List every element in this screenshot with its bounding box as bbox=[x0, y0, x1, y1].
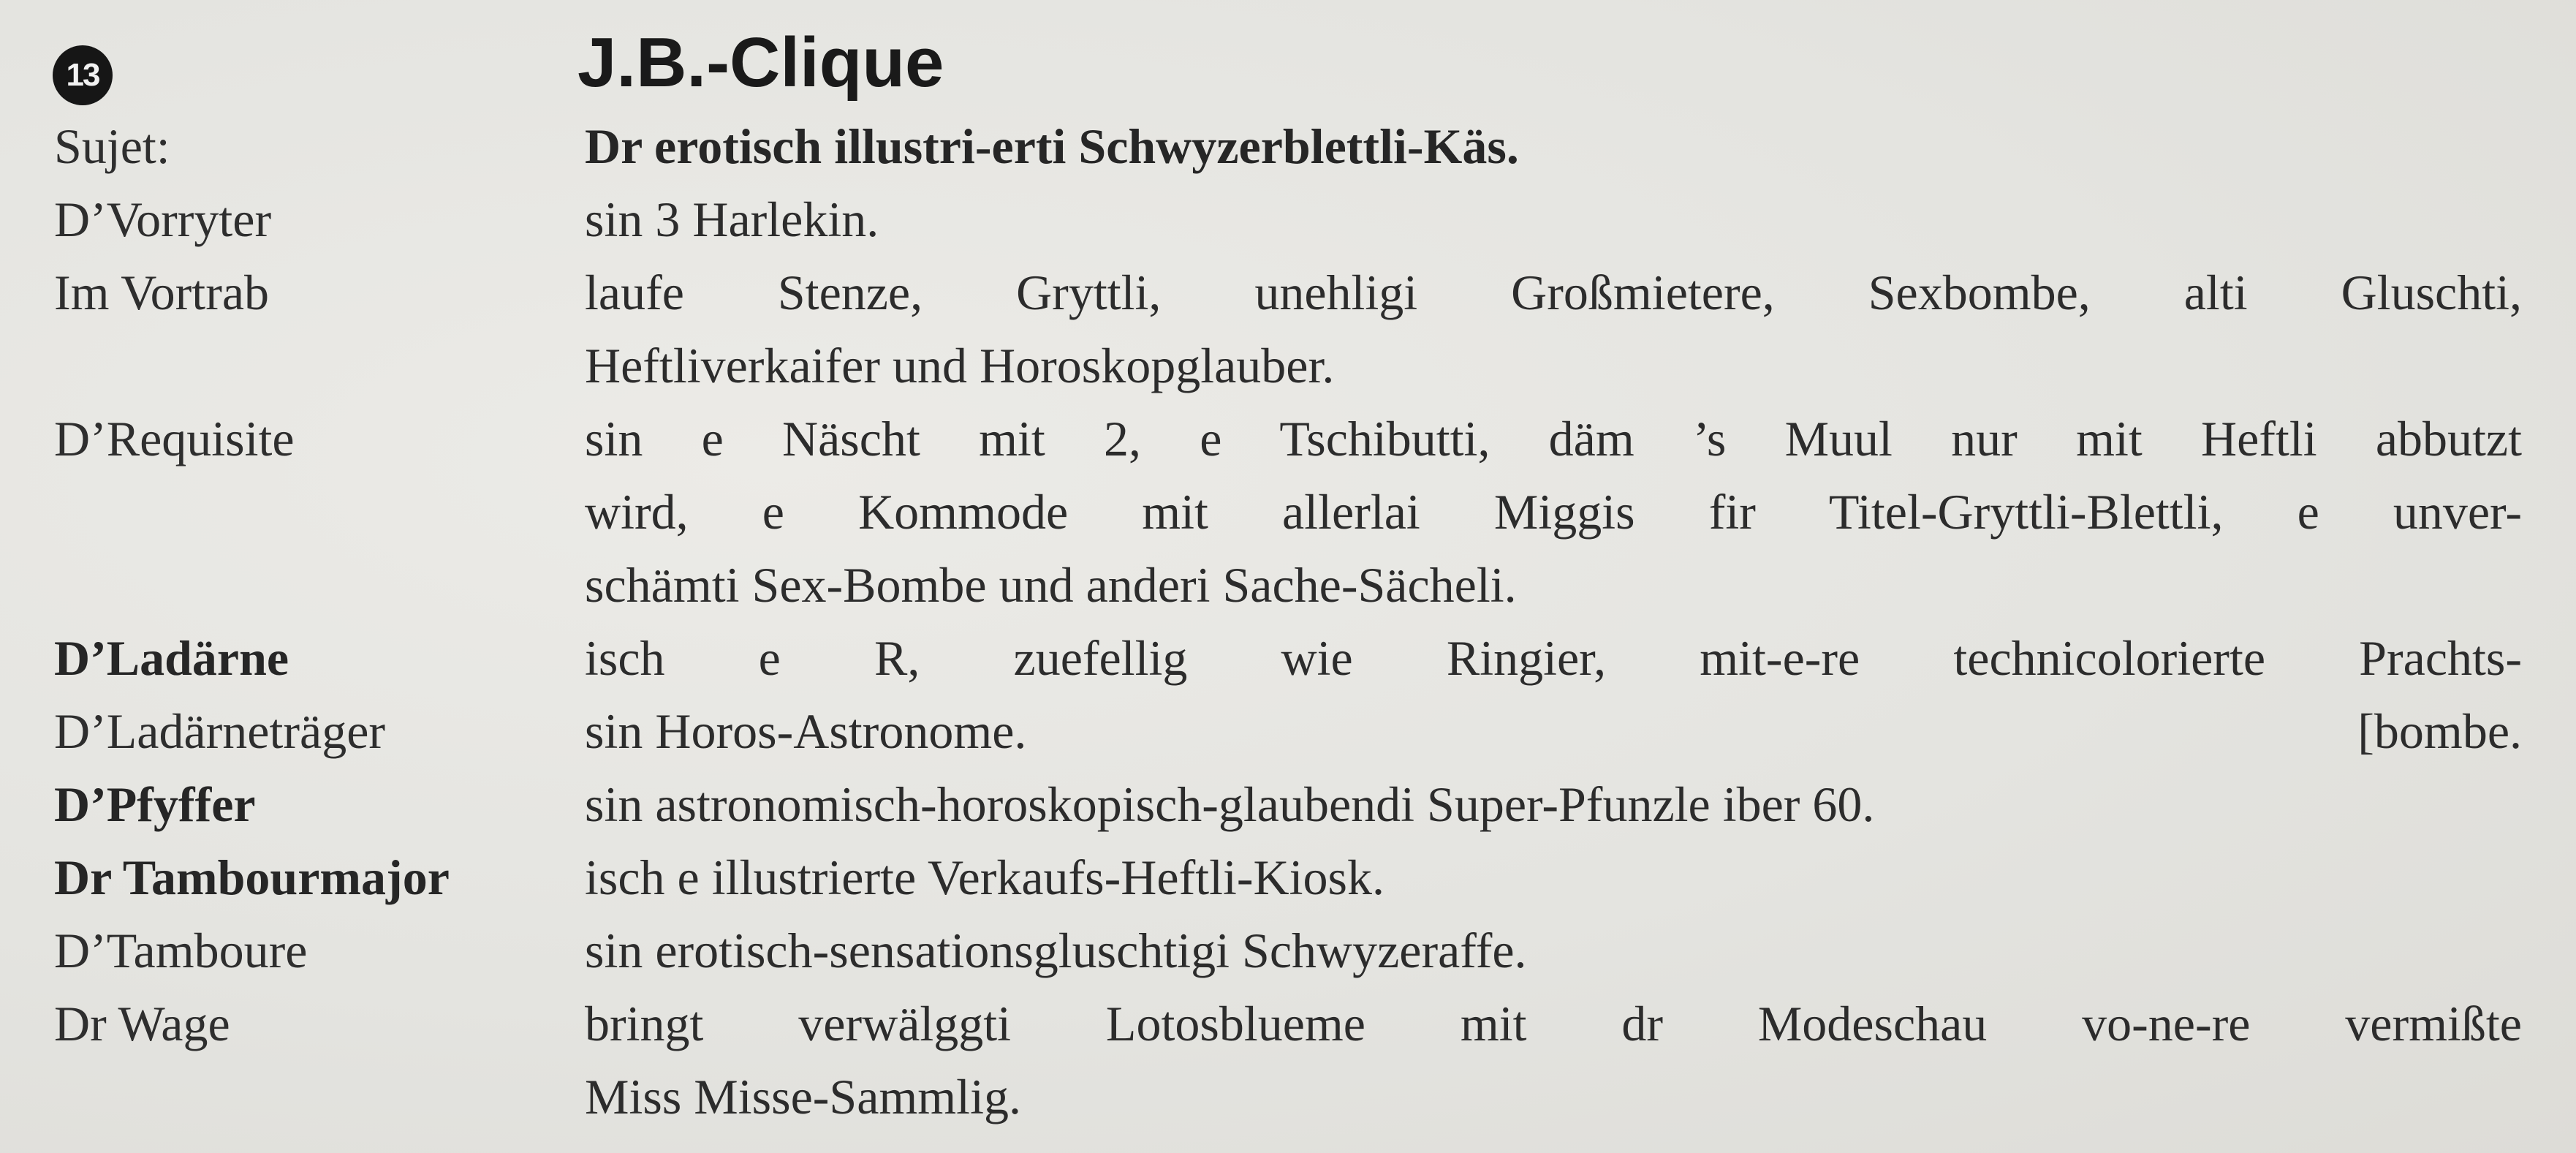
entry-label: D’Tamboure bbox=[54, 923, 308, 978]
entry-text: sin e Näscht mit 2, e Tschibutti, däm ’s Muul nur mit Heftli abbutzt bbox=[585, 411, 2522, 466]
entry-label: D’Vorryter bbox=[54, 192, 272, 247]
entry-row-tamboure bbox=[0, 914, 2576, 987]
entry-label: Sujet: bbox=[54, 118, 170, 174]
entry-row-vortrab-cont bbox=[0, 329, 2576, 402]
entry-row-vortrab bbox=[0, 256, 2576, 329]
entry-text: isch e R, zuefellig wie Ringier, mit-e-re technicolorierte Prachts- bbox=[585, 630, 2522, 686]
entry-row-requisite-cont bbox=[0, 548, 2576, 621]
entry-row-pfyffer bbox=[0, 768, 2576, 841]
entry-row-sujet bbox=[0, 110, 2576, 183]
entry-row-requisite-cont bbox=[0, 475, 2576, 548]
entry-label: Im Vortrab bbox=[54, 265, 270, 320]
entry-label: D’Pfyffer bbox=[54, 776, 256, 832]
entry-text: wird, e Kommode mit allerlai Miggis fir Titel-Gryttli-Blettli, e unver- bbox=[585, 484, 2522, 540]
entry-text: schämti Sex-Bombe und anderi Sache-Sächeli. bbox=[585, 557, 1517, 613]
entry-label: Dr Wage bbox=[54, 996, 230, 1051]
entry-text-tail: [bombe. bbox=[2357, 703, 2522, 759]
entry-text: sin Horos-Astronome. bbox=[585, 703, 1027, 759]
entry-label: D’Ladärne bbox=[54, 630, 289, 686]
entry-label: D’Ladärneträger bbox=[54, 703, 386, 759]
entry-text: Dr erotisch illustri-erti Schwyzerblettli-Käs. bbox=[585, 118, 1519, 174]
entry-row-requisite bbox=[0, 402, 2576, 475]
number-badge: 13 bbox=[53, 45, 113, 105]
entry-text: laufe Stenze, Gryttli, unehligi Großmietere, Sexbombe, alti Gluschti, bbox=[585, 265, 2522, 320]
entry-row-vorryter bbox=[0, 183, 2576, 256]
entry-row-ladaerne bbox=[0, 621, 2576, 695]
entry-label: D’Requisite bbox=[54, 411, 295, 466]
entry-text: bringt verwälggti Lotosblueme mit dr Modeschau vo-ne-re vermißte bbox=[585, 996, 2522, 1051]
clique-title: J.B.-Clique bbox=[577, 23, 944, 102]
entry-text: Heftliverkaifer und Horoskopglauber. bbox=[585, 338, 1335, 393]
entry-row-wage-cont bbox=[0, 1060, 2576, 1133]
entry-row-wage bbox=[0, 987, 2576, 1060]
entry-row-ladaernetraeger bbox=[0, 695, 2576, 768]
entry-text: sin erotisch-sensationsgluschtigi Schwyzeraffe. bbox=[585, 923, 1527, 978]
entry-text: isch e illustrierte Verkaufs-Heftli-Kiosk. bbox=[585, 850, 1385, 905]
entry-text: sin 3 Harlekin. bbox=[585, 192, 879, 247]
entry-text: sin astronomisch-horoskopisch-glaubendi Super-Pfunzle iber 60. bbox=[585, 776, 1875, 832]
entry-label: Dr Tambourmajor bbox=[54, 850, 450, 905]
entry-text: Miss Misse-Sammlig. bbox=[585, 1069, 1021, 1124]
entry-row-tambourmajor bbox=[0, 841, 2576, 914]
